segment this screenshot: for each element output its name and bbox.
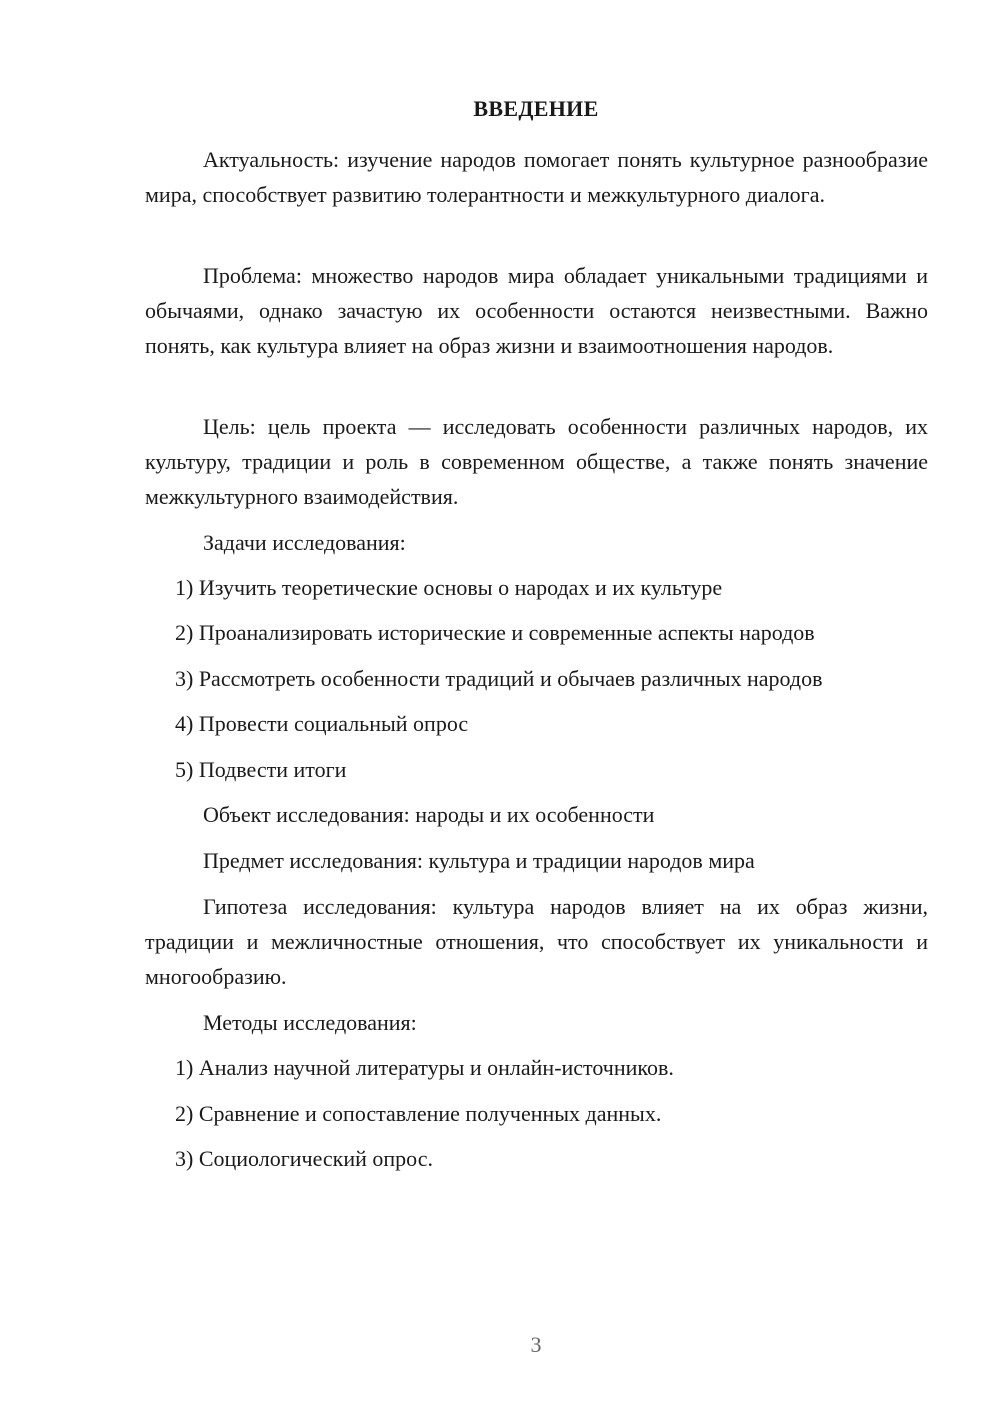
method-item: 2) Сравнение и сопоставление полученных данных. xyxy=(175,1101,662,1126)
task-item: 4) Провести социальный опрос xyxy=(175,711,469,736)
method-item: 3) Социологический опрос. xyxy=(175,1146,433,1171)
method-item: 1) Анализ научной литературы и онлайн-источников. xyxy=(175,1055,674,1080)
relevance-paragraph: Актуальность: изучение народов помогает понять культурное разнообразие мира, способствует развитию толерантности и межкультурного диалога. xyxy=(145,147,928,207)
task-item: 3) Рассмотреть особенности традиций и обычаев различных народов xyxy=(175,666,823,691)
page-title: ВВЕДЕНИЕ xyxy=(473,96,599,121)
goal-paragraph: Цель: цель проекта — исследовать особенности различных народов, их культуру, традиции и роль в современном обществе, а также понять значение межкультурного взаимодействия. xyxy=(145,414,928,509)
hypothesis-paragraph: Гипотеза исследования: культура народов влияет на их образ жизни, традиции и межличностные отношения, что способствует их уникальности и многообразию. xyxy=(145,894,928,989)
subject-line: Предмет исследования: культура и традиции народов мира xyxy=(203,848,755,873)
methods-heading: Методы исследования: xyxy=(203,1010,417,1035)
task-item: 1) Изучить теоретические основы о народах и их культуре xyxy=(175,575,723,600)
problem-paragraph: Проблема: множество народов мира обладает уникальными традициями и обычаями, однако зачастую их особенности остаются неизвестными. Важно понять, как культура влияет на образ жизни и взаимоотношения народов. xyxy=(145,263,928,358)
task-item: 2) Проанализировать исторические и современные аспекты народов xyxy=(175,620,815,645)
task-item: 5) Подвести итоги xyxy=(175,757,347,782)
page-number: 3 xyxy=(530,1332,542,1357)
object-line: Объект исследования: народы и их особенности xyxy=(203,802,655,827)
tasks-heading: Задачи исследования: xyxy=(203,530,406,555)
